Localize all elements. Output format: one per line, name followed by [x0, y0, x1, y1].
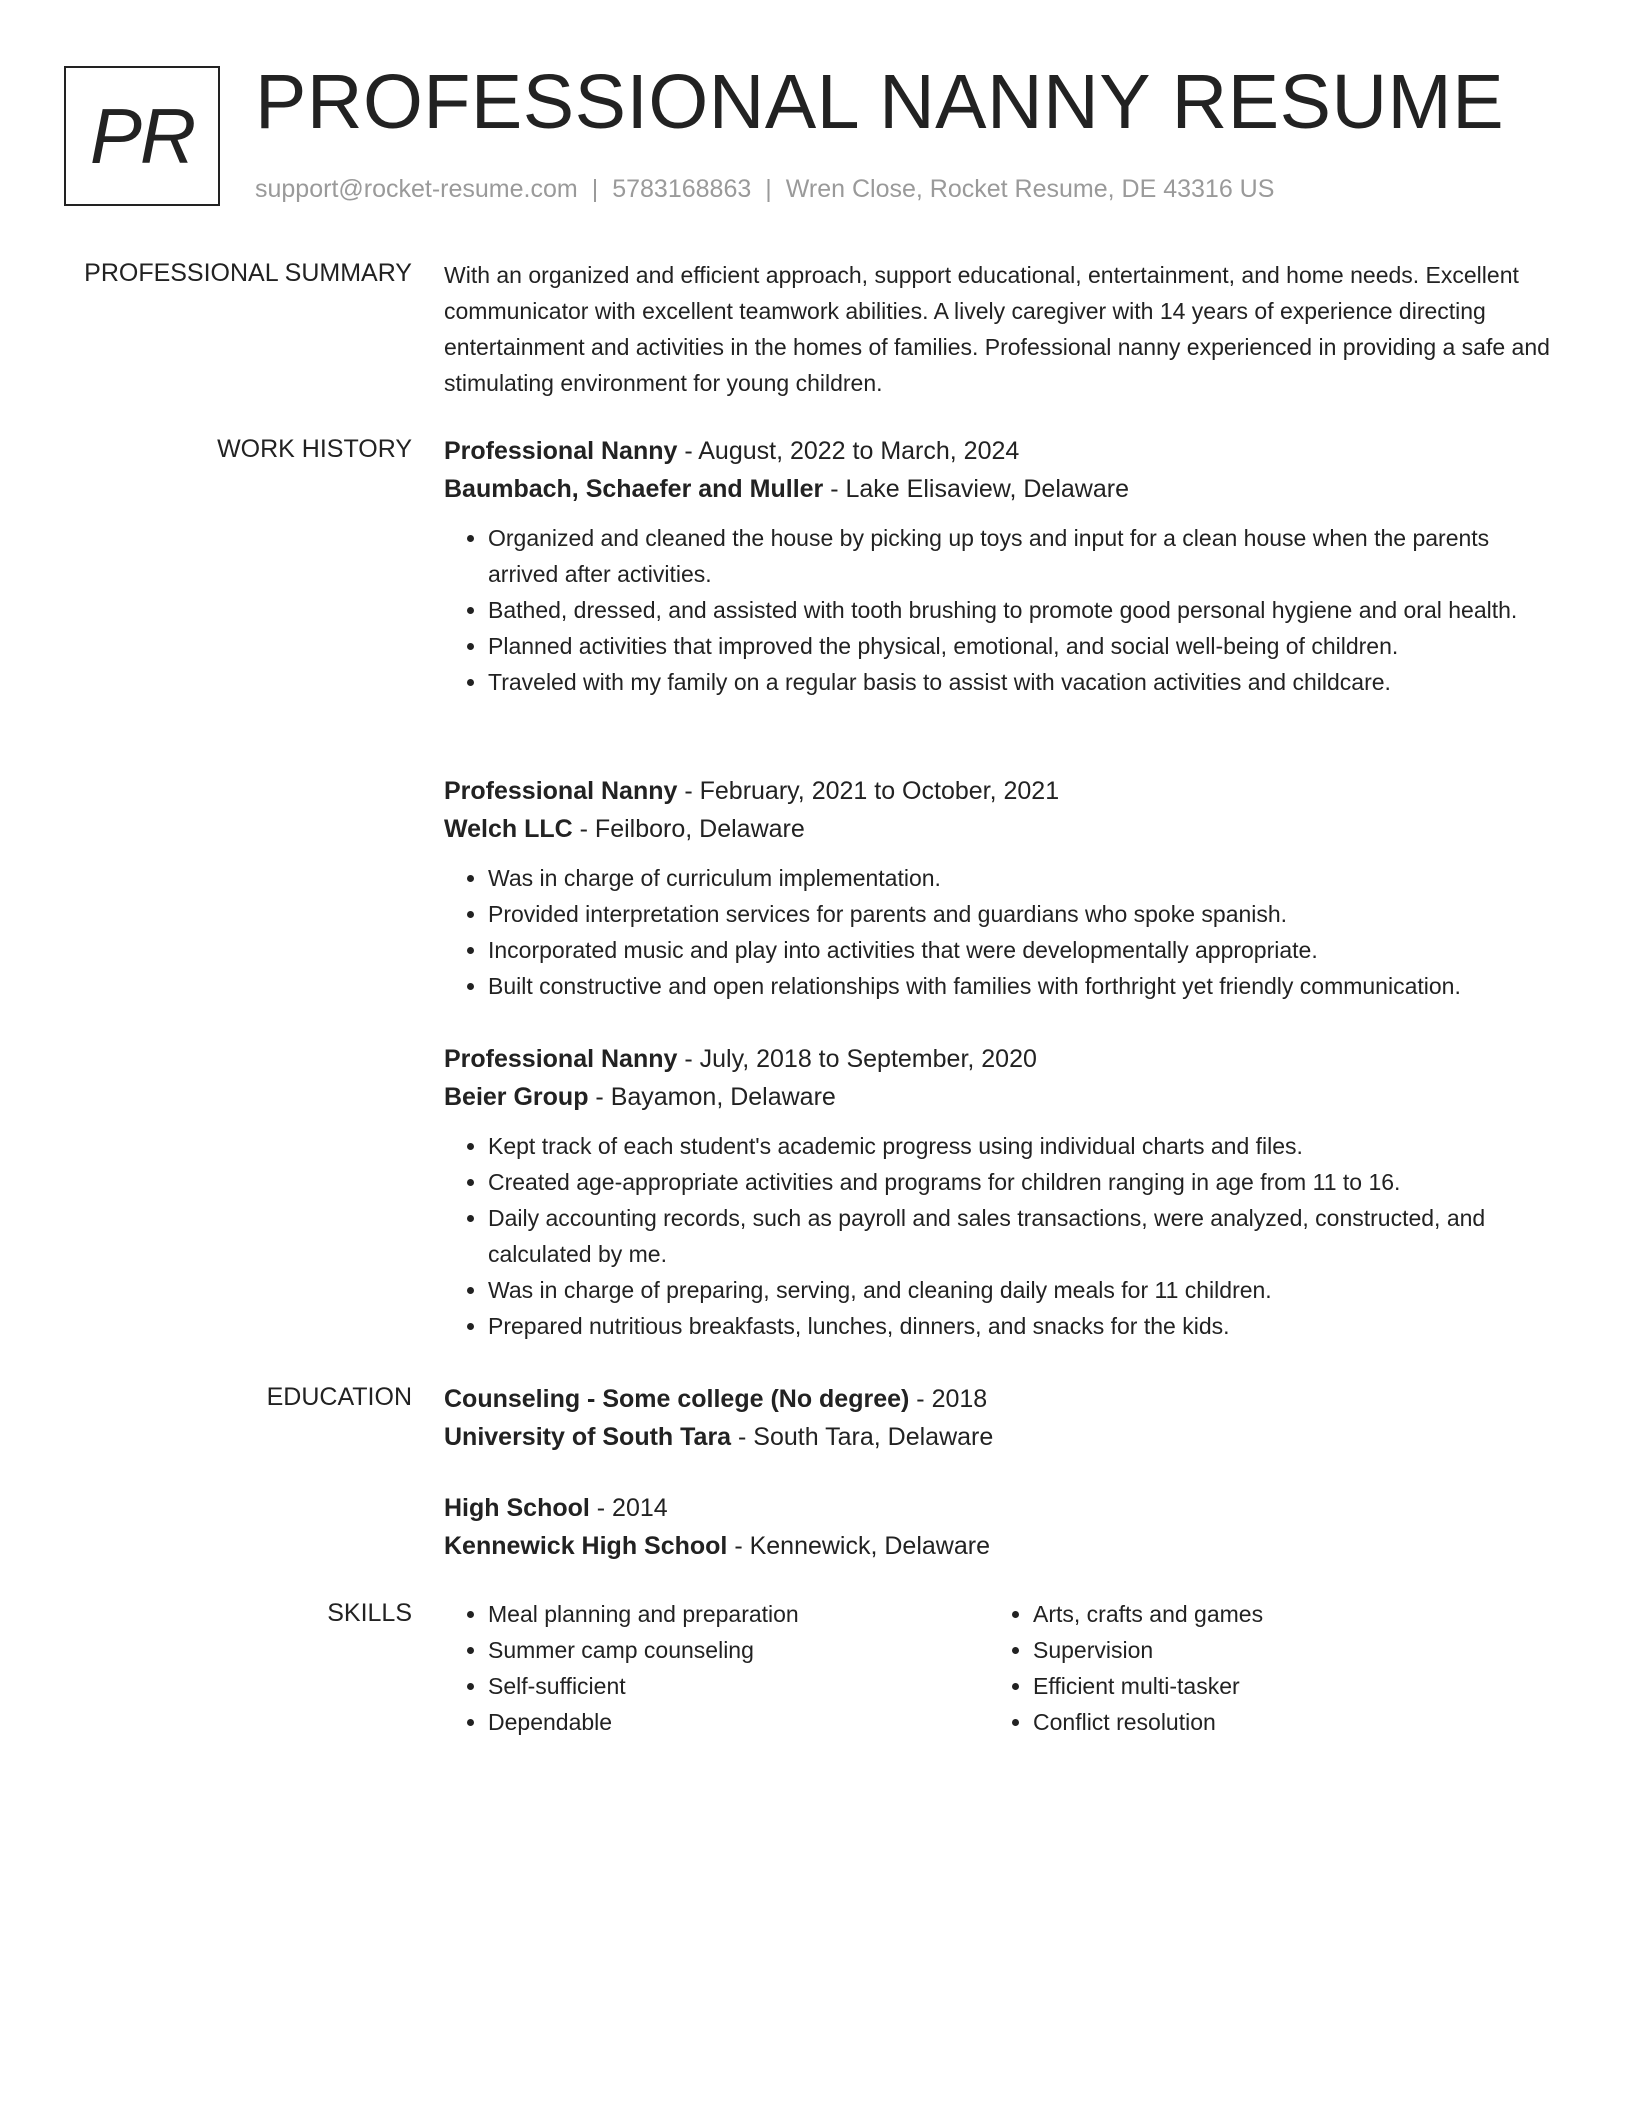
job-bullet: • Incorporated music and play into activities that were developmentally appropriate.	[488, 932, 1564, 968]
contact-phone[interactable]: 5783168863	[612, 175, 752, 203]
monogram: PR	[64, 66, 220, 206]
contact-separator: |	[765, 175, 772, 203]
skill-item: • Dependable	[488, 1704, 964, 1740]
job-company: Welch LLC	[444, 815, 573, 843]
job-bullet: • Was in charge of curriculum implementation.	[488, 860, 1564, 896]
skill-item: • Conflict resolution	[1033, 1704, 1509, 1740]
education-entry	[444, 1489, 1564, 1565]
job-entry	[444, 1040, 1564, 1344]
skill-item: • Arts, crafts and games	[1033, 1596, 1509, 1632]
job-location: - Bayamon, Delaware	[588, 1083, 836, 1111]
job-entry	[444, 772, 1564, 1004]
education-degree-line	[444, 1380, 1564, 1418]
job-title: Professional Nanny	[444, 1045, 678, 1073]
job-entry	[444, 432, 1564, 700]
job-location: - Feilboro, Delaware	[572, 815, 805, 843]
job-bullet: • Bathed, dressed, and assisted with tooth brushing to promote good personal hygiene and oral health.	[488, 592, 1564, 628]
education-school: University of South Tara	[444, 1423, 732, 1451]
job-bullet: • Traveled with my family on a regular basis to assist with vacation activities and childcare.	[488, 664, 1564, 700]
job-title: Professional Nanny	[444, 777, 678, 805]
skill-item: • Efficient multi-tasker	[1033, 1668, 1509, 1704]
job-bullet: • Planned activities that improved the physical, emotional, and social well-being of children.	[488, 628, 1564, 664]
skill-item: • Self-sufficient	[488, 1668, 964, 1704]
job-bullet: • Daily accounting records, such as payroll and sales transactions, were analyzed, constructed, and calculated by me.	[488, 1200, 1564, 1272]
job-dates: - February, 2021 to October, 2021	[677, 777, 1060, 805]
job-company-line	[444, 810, 1564, 848]
education-school: Kennewick High School	[444, 1532, 728, 1560]
skills-column-right	[989, 1596, 1509, 1740]
job-bullet: • Organized and cleaned the house by picking up toys and input for a clean house when the parents arrived after activities.	[488, 520, 1564, 592]
education-location: - Kennewick, Delaware	[727, 1532, 990, 1560]
skill-item: • Meal planning and preparation	[488, 1596, 964, 1632]
contact-email[interactable]: support@rocket-resume.com	[255, 175, 578, 203]
job-bullet: • Provided interpretation services for parents and guardians who spoke spanish.	[488, 896, 1564, 932]
job-title-line	[444, 1040, 1564, 1078]
section-label-summary: PROFESSIONAL SUMMARY	[84, 259, 412, 287]
job-title: Professional Nanny	[444, 437, 678, 465]
job-bullet: • Prepared nutritious breakfasts, lunches, dinners, and snacks for the kids.	[488, 1308, 1564, 1344]
job-bullet: • Created age-appropriate activities and programs for children ranging in age from 11 to 16.	[488, 1164, 1564, 1200]
job-bullet: • Kept track of each student's academic progress using individual charts and files.	[488, 1128, 1564, 1164]
job-company-line	[444, 1078, 1564, 1116]
education-location: - South Tara, Delaware	[731, 1423, 994, 1451]
job-bullets	[444, 1128, 1564, 1344]
job-title-line	[444, 432, 1564, 470]
section-label-work-history: WORK HISTORY	[217, 435, 412, 463]
job-bullets	[444, 860, 1564, 1004]
education-degree: Counseling - Some college (No degree)	[444, 1385, 910, 1413]
education-entry	[444, 1380, 1564, 1456]
job-location: - Lake Elisaview, Delaware	[823, 475, 1129, 503]
job-bullets	[444, 520, 1564, 700]
section-label-education: EDUCATION	[266, 1383, 412, 1411]
skills-list	[989, 1596, 1509, 1740]
job-bullet: • Was in charge of preparing, serving, and cleaning daily meals for 11 children.	[488, 1272, 1564, 1308]
skill-item: • Summer camp counseling	[488, 1632, 964, 1668]
summary-text: With an organized and efficient approach, support educational, entertainment, and home needs. Excellent communicator with excellent teamwork abilities. A lively caregiver with 14 years of experience directing entertainment and activities in the homes of families. Professional nanny experienced in providing a safe and stimulating environment for young children.	[444, 262, 1550, 396]
section-label-skills: SKILLS	[327, 1599, 412, 1627]
skills-list	[444, 1596, 964, 1740]
job-dates: - July, 2018 to September, 2020	[677, 1045, 1037, 1073]
job-title-line	[444, 772, 1564, 810]
resume-title: PROFESSIONAL NANNY RESUME	[255, 59, 1505, 145]
education-school-line	[444, 1527, 1564, 1565]
education-school-line	[444, 1418, 1564, 1456]
contact-address: Wren Close, Rocket Resume, DE 43316 US	[785, 175, 1275, 203]
education-degree: High School	[444, 1494, 590, 1522]
skill-item: • Supervision	[1033, 1632, 1509, 1668]
job-company: Beier Group	[444, 1083, 589, 1111]
job-bullet: • Built constructive and open relationships with families with forthright yet friendly communication.	[488, 968, 1564, 1004]
contact-separator: |	[591, 175, 599, 203]
job-company: Baumbach, Schaefer and Muller	[444, 475, 824, 503]
contact-line	[255, 172, 1274, 206]
job-company-line	[444, 470, 1564, 508]
education-year: - 2018	[909, 1385, 988, 1413]
education-year: - 2014	[589, 1494, 668, 1522]
skills-column-left	[444, 1596, 964, 1740]
job-dates: - August, 2022 to March, 2024	[677, 437, 1020, 465]
education-degree-line	[444, 1489, 1564, 1527]
